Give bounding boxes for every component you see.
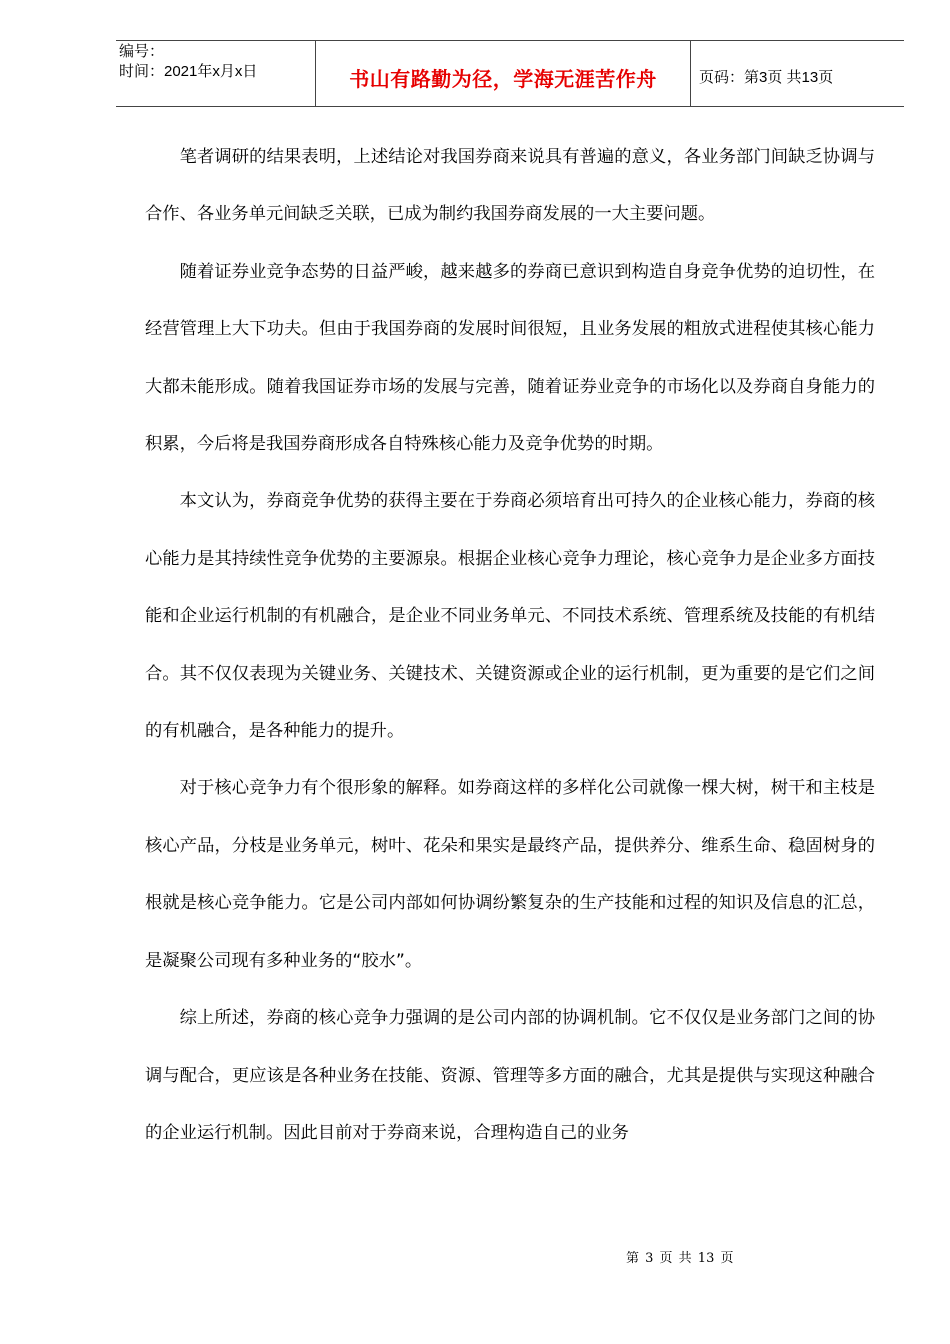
paragraph: 本文认为，券商竞争优势的获得主要在于券商必须培育出可持久的企业核心能力，券商的核心能力是其持续性竞争优势的主要源泉。根据企业核心竞争力理论，核心竞争力是企业多方面技能和企业运行机制的有机融合，是企业不同业务单元、不同技术系统、管理系统及技能的有机结合。其不仅仅表现为关键业务、关键技术、关键资源或企业的运行机制，更为重要的是它们之间的有机融合，是各种能力的提升。 xyxy=(145,491,875,742)
paragraph: 对于核心竞争力有个很形象的解释。如券商这样的多样化公司就像一棵大树，树干和主枝是核心产品，分枝是业务单元，树叶、花朵和果实是最终产品，提供养分、维系生命、稳固树身的根就是核心竞争能力。它是公司内部如何协调纷繁复杂的生产技能和过程的知识及信息的汇总，是凝聚公司现有多种业务的“胶水”。 xyxy=(145,778,875,971)
page-header xyxy=(116,40,904,107)
paragraph: 综上所述，券商的核心竞争力强调的是公司内部的协调机制。它不仅仅是业务部门之间的协调与配合，更应该是各种业务在技能、资源、管理等多方面的融合，尤其是提供与实现这种融合的企业运行机制。因此目前对于券商来说，合理构造自己的业务 xyxy=(145,1008,875,1143)
page-footer: 第 3 页 共 13 页 xyxy=(626,1251,734,1266)
header-motto: 书山有路勤为径，学海无涯苦作舟 xyxy=(316,41,691,107)
document-number-label: 编号： xyxy=(119,43,165,60)
document-time-label: 时间：2021年x月x日 xyxy=(119,63,258,80)
paragraph: 随着证券业竞争态势的日益严峻，越来越多的券商已意识到构造自身竞争优势的迫切性，在经营管理上大下功夫。但由于我国券商的发展时间很短，且业务发展的粗放式进程使其核心能力大都未能形成。随着我国证券市场的发展与完善，随着证券业竞争的市场化以及券商自身能力的积累，今后将是我国券商形成各自特殊核心能力及竞争优势的时期。 xyxy=(145,261,875,455)
header-page-info: 页码：第3页 共13页 xyxy=(699,68,834,86)
header-meta xyxy=(116,41,316,107)
document-body xyxy=(145,129,875,1162)
paragraph: 笔者调研的结果表明，上述结论对我国券商来说具有普遍的意义，各业务部门间缺乏协调与合作、各业务单元间缺乏关联，已成为制约我国券商发展的一大主要问题。 xyxy=(145,147,875,225)
